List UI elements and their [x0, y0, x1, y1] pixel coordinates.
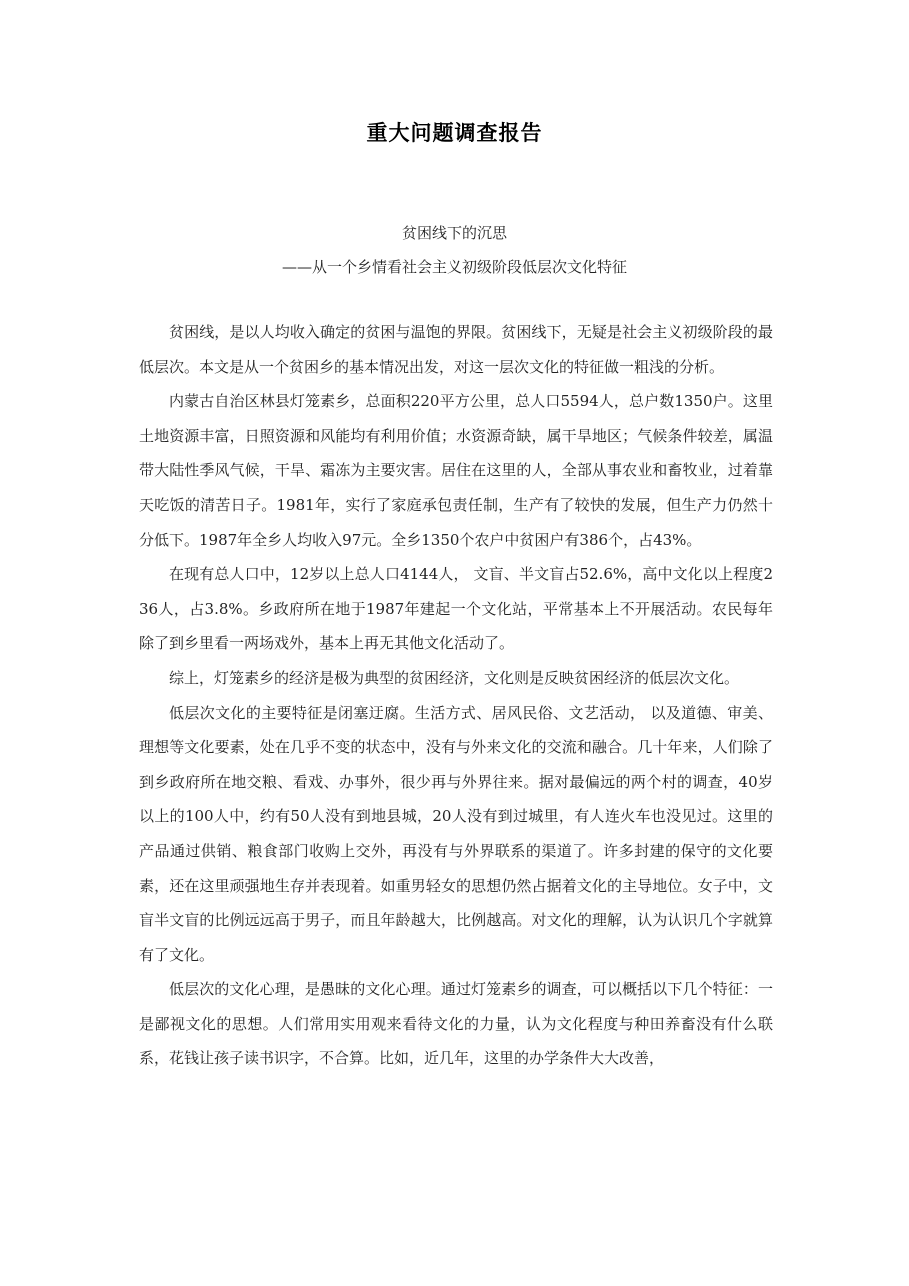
article-subtitle: ——从一个乡情看社会主义初级阶段低层次文化特征: [281, 258, 627, 276]
page-title: 重大问题调查报告: [366, 121, 543, 145]
paragraph: 低层次文化的主要特征是闭塞迂腐。生活方式、居风民俗、文艺活动， 以及道德、审美、理想等文化要素，处在几乎不变的状态中，没有与外来文化的交流和融合。几十年来，人们除了到乡政府所在地交粮、看戏、办事外，很少再与外界往来。据对最偏远的两个村的调查，40岁以上的100人中，约有50人没有到地县城，20人没有到过城里，有人连火车也没见过。这里的产品通过供销、粮食部门收购上交外，再没有与外界联系的渠道了。许多封建的保守的文化要素，还在这里顽强地生存并表现着。如重男轻女的思想仍然占据着文化的主导地位。女子中，文盲半文盲的比例远远高于男子，而且年龄越大，比例越高。对文化的理解，认为认识几个字就算有了文化。: [139, 703, 773, 964]
paragraph: 在现有总人口中，12岁以上总人口4144人， 文盲、半文盲占52.6%，高中文化以上程度236人，占3.8%。乡政府所在地于1987年建起一个文化站，平常基本上不开展活动。农民每年除了到乡里看一两场戏外，基本上再无其他文化活动了。: [139, 565, 773, 653]
article-title: 贫困线下的沉思: [401, 224, 507, 242]
paragraph: 综上，灯笼素乡的经济是极为典型的贫困经济，文化则是反映贫困经济的低层次文化。: [169, 668, 740, 687]
paragraph: 低层次的文化心理，是愚昧的文化心理。通过灯笼素乡的调查，可以概括以下几个特征：一是鄙视文化的思想。人们常用实用观来看待文化的力量，认为文化程度与种田养畜没有什么联系，花钱让孩子读书识字，不合算。比如，近几年，这里的办学条件大大改善，: [139, 980, 773, 1068]
paragraph: 内蒙古自治区林县灯笼素乡，总面积220平方公里，总人口5594人，总户数1350户。这里土地资源丰富，日照资源和风能均有利用价值；水资源奇缺，属干旱地区；气候条件较差，属温带大陆性季风气候，干旱、霜冻为主要灾害。居住在这里的人，全部从事农业和畜牧业，过着靠天吃饭的清苦日子。1981年，实行了家庭承包责任制，生产有了较快的发展，但生产力仍然十分低下。1987年全乡人均收入97元。全乡1350个农户中贫困户有386个，占43%。: [139, 392, 773, 549]
article-body: [139, 315, 773, 1076]
paragraph: 贫困线，是以人均收入确定的贫困与温饱的界限。贫困线下，无疑是社会主义初级阶段的最低层次。本文是从一个贫困乡的基本情况出发，对这一层次文化的特征做一粗浅的分析。: [139, 323, 773, 376]
